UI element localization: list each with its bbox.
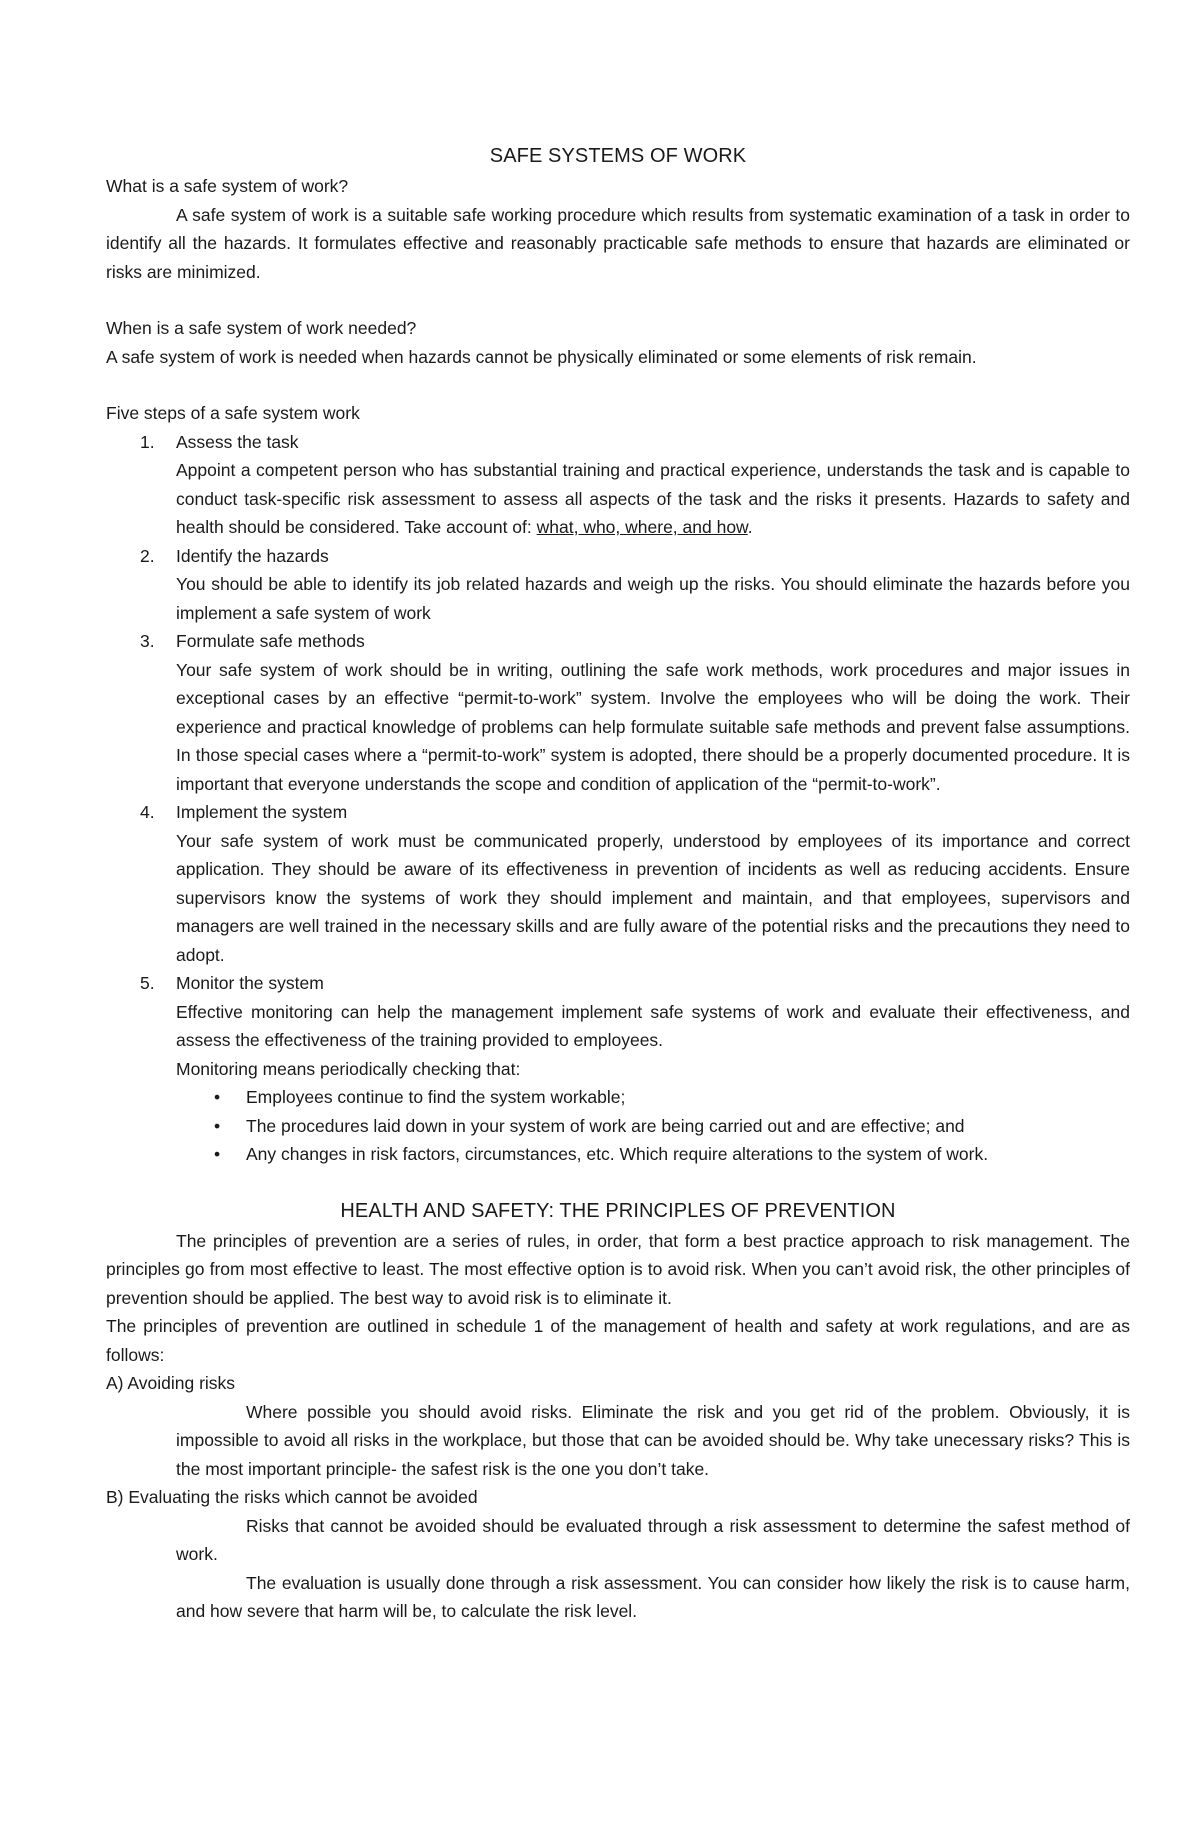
question-when-needed: When is a safe system of work needed?: [106, 318, 417, 338]
step-number: 3.: [140, 631, 155, 651]
bullet-icon: •: [214, 1087, 221, 1107]
step-body: [176, 456, 1130, 542]
bullet-icon: •: [214, 1115, 221, 1136]
question-what-is: What is a safe system of work?: [106, 176, 349, 196]
step-extra: Monitoring means periodically checking that:: [176, 1058, 521, 1079]
step-number: 4.: [140, 802, 155, 822]
principle-a-block: [106, 1398, 1130, 1484]
answer-when-needed: A safe system of work is needed when hazards cannot be physically eliminated or some elements of risk remain.: [106, 346, 977, 367]
principle-a-heading: A) Avoiding risks: [106, 1373, 236, 1393]
principle-b-heading: B) Evaluating the risks which cannot be avoided: [106, 1487, 478, 1507]
spacer: [106, 371, 1130, 399]
principle-b-body-2: The evaluation is usually done through a risk assessment. You can consider how likely the risk is to cause harm, and how severe that harm will be, to calculate the risk level.: [176, 1572, 1130, 1621]
principles-outline: The principles of prevention are outlined in schedule 1 of the management of health and safety at work regulations, and are as follows:: [106, 1316, 1130, 1365]
bullet-text: Employees continue to find the system workable;: [246, 1087, 626, 1107]
step-item: [106, 542, 1130, 628]
document-page: [106, 142, 1130, 1626]
bullet-icon: •: [214, 1144, 221, 1164]
step-body-underlined: what, who, where, and how: [536, 517, 748, 537]
step-body: Your safe system of work should be in writing, outlining the safe work methods, work procedures and major issues in exceptional cases by an effective “permit-to-work” system. Involve the employees who will be doing the work. Their experience and practical knowledge of problems can help formulate suitable safe methods and prevent false assumptions. In those special cases where a “permit-to-work” system is adopted, there should be a properly documented procedure. It is important that everyone understands the scope and condition of application of the “permit-to-work”.: [176, 659, 1130, 794]
step-title: Monitor the system: [176, 973, 324, 993]
step-number: 2.: [140, 545, 155, 566]
section-title-principles: HEALTH AND SAFETY: THE PRINCIPLES OF PREVENTION: [340, 1199, 896, 1222]
answer-what-is: A safe system of work is a suitable safe working procedure which results from systematic examination of a task in order to identify all the hazards. It formulates effective and reasonably practicable safe methods to ensure that hazards are eliminated or risks are minimized.: [106, 204, 1130, 282]
bullet-text: Any changes in risk factors, circumstances, etc. Which require alterations to the system of work.: [246, 1144, 989, 1164]
spacer: [106, 286, 1130, 314]
monitoring-bullet-list: [106, 1083, 1130, 1169]
steps-list: [106, 428, 1130, 1084]
list-item: [106, 1140, 1130, 1169]
list-item: [106, 1083, 1130, 1112]
step-title: Identify the hazards: [176, 545, 329, 566]
step-body-tail: .: [747, 517, 753, 537]
step-title: Assess the task: [176, 431, 299, 452]
principle-b-block: [106, 1512, 1130, 1626]
step-body: You should be able to identify its job related hazards and weigh up the risks. You should eliminate the hazards before you implement a safe system of work: [176, 574, 1130, 623]
step-item: [106, 798, 1130, 969]
step-body: Your safe system of work must be communicated properly, understood by employees of its importance and correct application. They should be aware of its effectiveness in prevention of incidents as well as reducing accidents. Ensure supervisors know the systems of work they should implement and maintain, and that employees, supervisors and managers are well trained in the necessary skills and are fully aware of the potential risks and the precautions they need to adopt.: [176, 830, 1130, 965]
step-item: [106, 428, 1130, 542]
section-title-safe-systems: SAFE SYSTEMS OF WORK: [489, 145, 747, 167]
step-body: Effective monitoring can help the management implement safe systems of work and evaluate their effectiveness, and assess the effectiveness of the training provided to employees.: [176, 1001, 1130, 1050]
steps-heading: Five steps of a safe system work: [106, 403, 360, 423]
step-item: [106, 627, 1130, 798]
list-item: [106, 1112, 1130, 1141]
step-number: 1.: [140, 431, 155, 452]
bullet-text: The procedures laid down in your system of work are being carried out and are effective; and: [246, 1115, 965, 1136]
step-title: Formulate safe methods: [176, 631, 365, 651]
step-body-text: Appoint a competent person who has substantial training and practical experience, understands the task and is capable to conduct task-specific risk assessment to assess all aspects of the task and the risks it presents. Hazards to safety and health should be considered. Take account of:: [176, 460, 1130, 537]
step-title: Implement the system: [176, 802, 348, 822]
step-number: 5.: [140, 973, 155, 993]
principle-a-body: Where possible you should avoid risks. Eliminate the risk and you get rid of the problem. Obviously, it is impossible to avoid all risks in the workplace, but those that can be avoided should be. Why take unecessary risks? This is the most important principle- the safest risk is the one you don’t take.: [176, 1401, 1130, 1479]
principles-intro: The principles of prevention are a series of rules, in order, that form a best practice approach to risk management. The principles go from most effective to least. The most effective option is to avoid risk. When you can’t avoid risk, the other principles of prevention should be applied. The best way to avoid risk is to eliminate it.: [106, 1230, 1130, 1308]
step-item: [106, 969, 1130, 1083]
principle-b-body-1: Risks that cannot be avoided should be evaluated through a risk assessment to determine the safest method of work.: [176, 1515, 1130, 1564]
